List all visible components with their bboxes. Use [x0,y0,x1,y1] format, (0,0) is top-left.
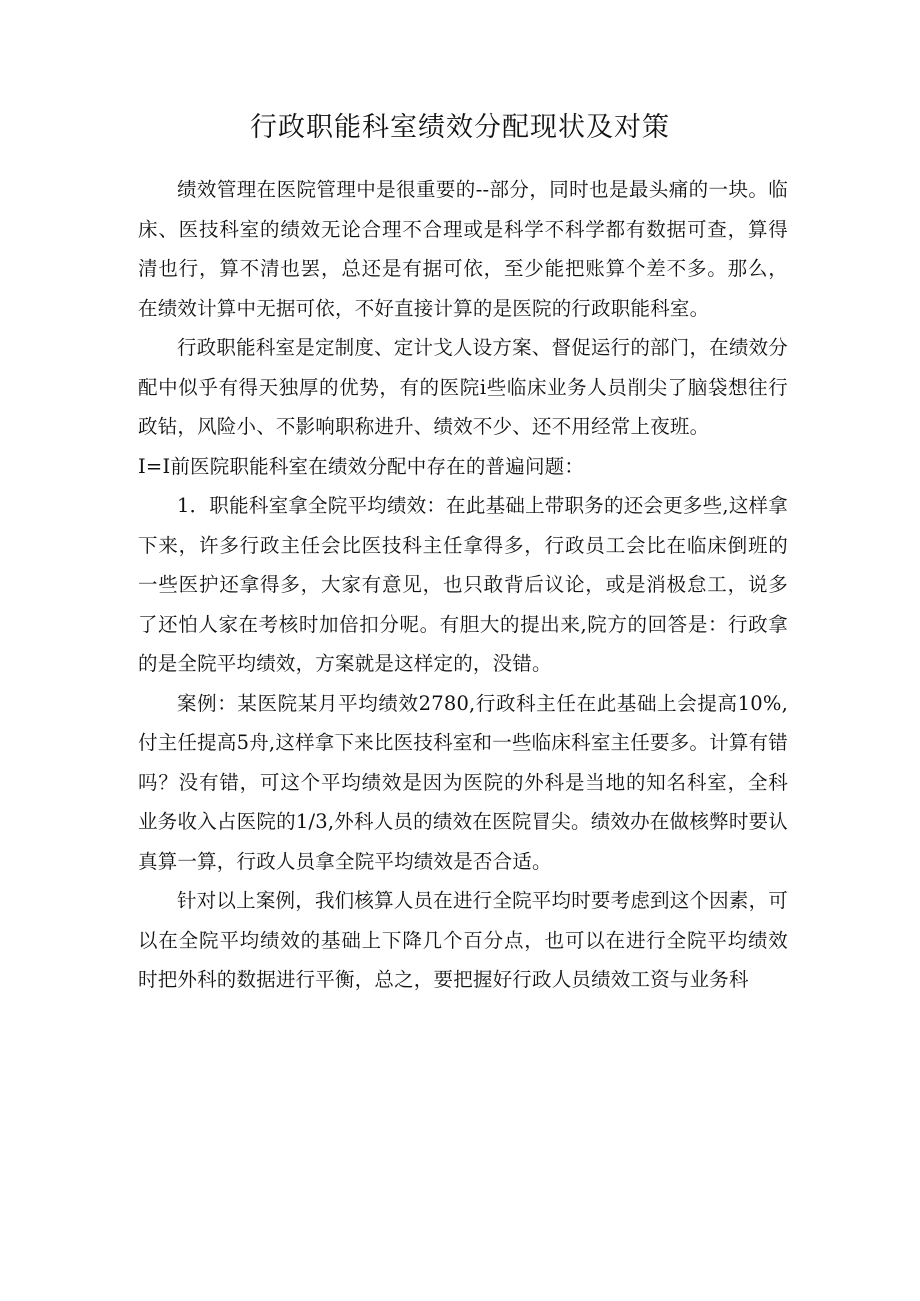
paragraph-intro: 绩效管理在医院管理中是很重要的--部分，同时也是最头痛的一块。临床、医技科室的绩效无论合理不合理或是科学不科学都有数据可查，算得清也行，算不清也罢，总还是有据可依，至少能把账算个差不多。那么，在绩效计算中无据可依，不好直接计算的是医院的行政职能科室。 [138,178,788,320]
paragraph-problem-1: 1．职能科室拿全院平均绩效：在此基础上带职务的还会更多些,这样拿下来，许多行政主任会比医技科主任拿得多，行政员工会比在临床倒班的一些医护还拿得多，大家有意见，也只敢背后议论，或是消极怠工，说多了还怕人家在考核时加倍扣分呢。有胆大的提出来,院方的回答是：行政拿的是全院平均绩效，方案就是这样定的，没错。 [138,494,788,675]
document-body [138,170,788,1000]
document-title: 行政职能科室绩效分配现状及对策 [250,112,670,143]
paragraph-admin-advantage: 行政职能科室是定制度、定计戈人设方案、督促运行的部门，在绩效分配中似乎有得天独厚的优势，有的医院i些临床业务人员削尖了脑袋想往行政钻，风险小、不影响职称进升、绩效不少、还不用经常上夜班。 [138,336,788,438]
paragraph-countermeasure: 针对以上案例，我们核算人员在进行全院平均时要考虑到这个因素，可以在全院平均绩效的基础上下降几个百分点，也可以在进行全院平均绩效时把外科的数据进行平衡，总之，要把握好行政人员绩效工资与业务科 [138,889,788,991]
paragraph-case-example: 案例：某医院某月平均绩效2780,行政科主任在此基础上会提高10%,付主任提高5舟,这样拿下来比医技科室和一些临床科室主任要多。计算有错吗？没有错，可这个平均绩效是因为医院的外科是当地的知名科室，全科业务收入占医院的1/3,外科人员的绩效在医院冒尖。绩效办在做核弊时要认真算一算，行政人员拿全院平均绩效是否合适。 [138,691,788,873]
paragraph-problems-heading: I=I前医院职能科室在绩效分配中存在的普遍问题： [138,454,585,478]
